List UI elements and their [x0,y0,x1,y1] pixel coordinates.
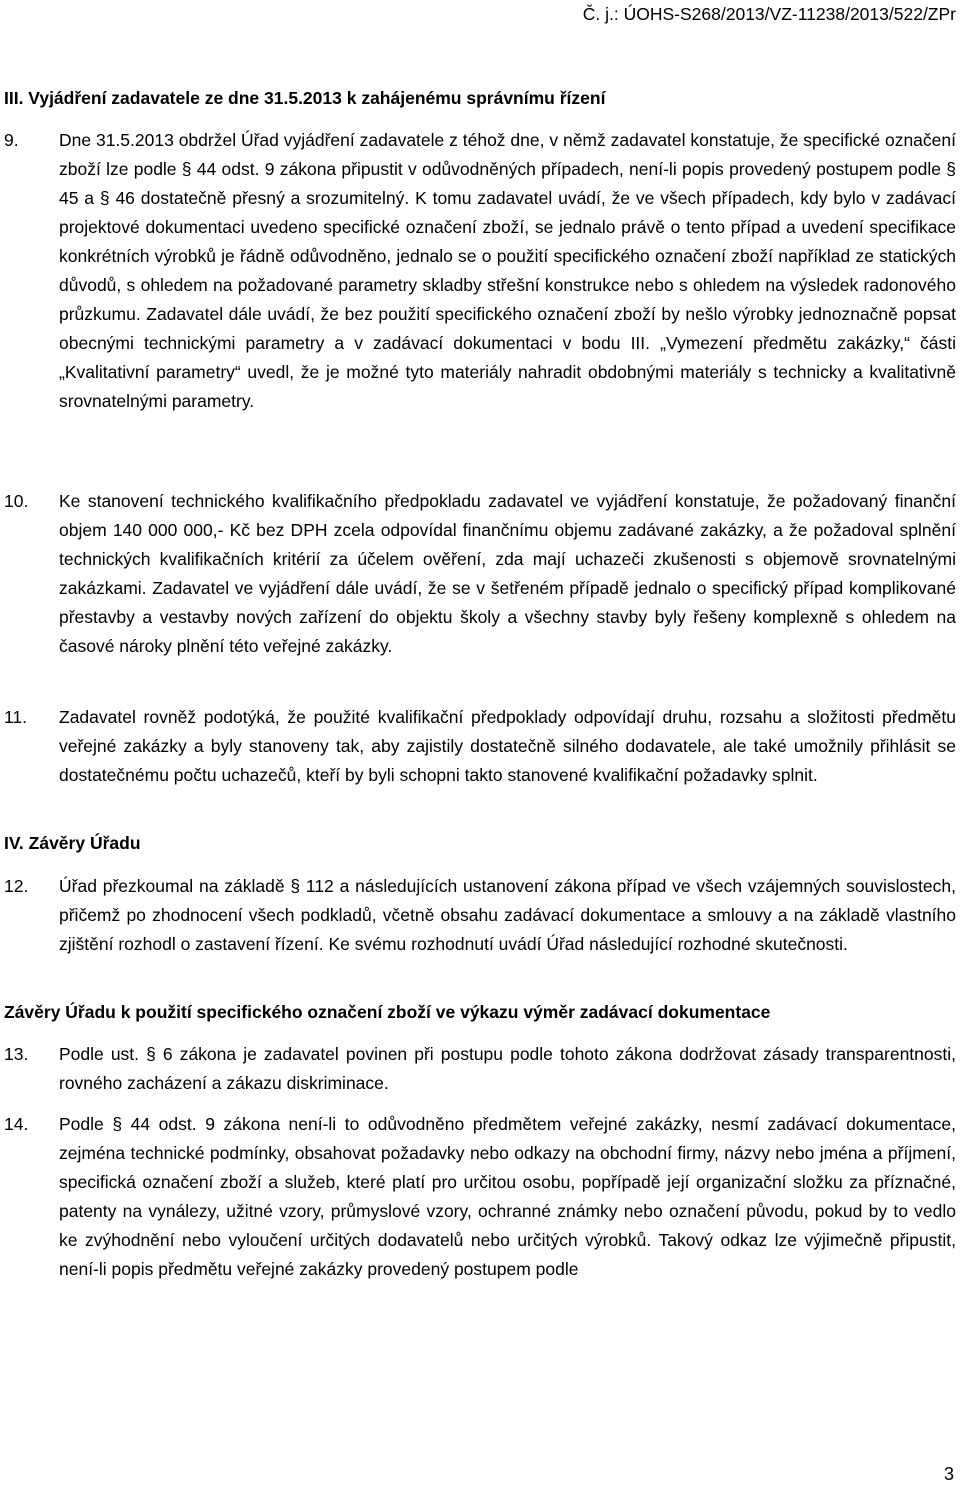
paragraph-number: 10. [4,491,29,511]
paragraph-text: Podle § 44 odst. 9 zákona není-li to odůvodněno předmětem veřejné zakázky, nesmí zadávací dokumentace, zejména technické podmínky, obsahovat požadavky nebo odkazy na obchodní firmy, názvy nebo jména a příjmení, specifická označení zboží a služeb, které platí pro určitou osobu, popřípadě její organizační složku za příznačné, patenty na vynálezy, užitné vzory, průmyslové vzory, ochranné známky nebo označení původu, pokud by to vedlo ke zvýhodnění nebo vyloučení určitých dodavatelů nebo určitých výrobků. Takový odkaz lze výjimečně připustit, není-li popis předmětu veřejné zakázky provedený postupem podle [59,1114,956,1279]
paragraph-text: Zadavatel rovněž podotýká, že použité kvalifikační předpoklady odpovídají druhu, rozsahu a složitosti předmětu veřejné zakázky a byly stanoveny tak, aby zajistily dostatečně silného dodavatele, ale také umožnily přihlásit se dostatečnému počtu uchazečů, kteří by byli schopni takto stanovené kvalifikační požadavky splnit. [59,707,956,785]
paragraph-number: 11. [4,707,28,727]
paragraph-text: Ke stanovení technického kvalifikačního předpokladu zadavatel ve vyjádření konstatuje, že požadovaný finanční objem 140 000 000,- Kč bez DPH zcela odpovídal finančnímu objemu zadávané zakázky, a že požadoval splnění technických kvalifikačních kritérií za účelem ověření, zda mají uchazeči zkušenosti s objemově srovnatelnými zakázkami. Zadavatel ve vyjádření dále uvádí, že se v šetřeném případě jednalo o specifický případ komplikované přestavby a vestavby nových zařízení do objektu školy a všechny stavby byly řešeny komplexně s ohledem na časové nároky plnění této veřejné zakázky. [59,491,956,656]
paragraph-12 [0,872,956,992]
paragraph-10 [0,487,956,693]
paragraph-13 [0,1040,956,1102]
paragraph-number: 12. [4,876,29,896]
paragraph-number: 13. [4,1044,29,1064]
section-heading-iii: III. Vyjádření zadavatele ze dne 31.5.2013 k zahájenému správnímu řízení [4,88,606,108]
paragraph-text: Podle ust. § 6 zákona je zadavatel povinen při postupu podle tohoto zákona dodržovat zásady transparentnosti, rovného zacházení a zákazu diskriminace. [59,1044,956,1093]
section-heading-iv: IV. Závěry Úřadu [4,833,141,853]
paragraph-14 [0,1110,956,1320]
subsection-heading: Závěry Úřadu k použití specifického označení zboží ve výkazu výměr zadávací dokumentace [4,1002,771,1022]
paragraph-9 [0,126,956,476]
paragraph-11 [0,703,956,823]
page-number: 3 [943,1464,954,1484]
paragraph-text: Dne 31.5.2013 obdržel Úřad vyjádření zadavatele z téhož dne, v němž zadavatel konstatuje, že specifické označení zboží lze podle § 44 odst. 9 zákona připustit v odůvodněných případech, není-li popis provedený postupem podle § 45 a § 46 dostatečně přesný a srozumitelný. K tomu zadavatel uvádí, že ve všech případech, kdy bylo v zadávací projektové dokumentaci uvedeno specifické označení zboží, se jednalo právě o tento případ a uvedení specifikace konkrétních výrobků je řádně odůvodněno, jednalo se o použití specifického označení zboží například ze statických důvodů, s ohledem na požadované parametry skladby střešní konstrukce nebo s ohledem na výsledek radonového průzkumu. Zadavatel dále uvádí, že bez použití specifického označení zboží by nešlo výrobky jednoznačně popsat obecnými technickými parametry a v zadávací dokumentaci v bodu III. „Vymezení předmětu zakázky,“ části „Kvalitativní parametry“ uvedl, že je možné tyto materiály nahradit obdobnými materiály s technicky a kvalitativně srovnatelnými parametry. [59,130,956,411]
document-reference-number: Č. j.: ÚOHS-S268/2013/VZ-11238/2013/522/ZPr [582,4,956,24]
paragraph-number: 14. [4,1114,29,1134]
paragraph-number: 9. [4,130,19,150]
paragraph-text: Úřad přezkoumal na základě § 112 a následujících ustanovení zákona případ ve všech vzájemných souvislostech, přičemž po zhodnocení všech podkladů, včetně obsahu zadávací dokumentace a smlouvy a na základě vlastního zjištění rozhodl o zastavení řízení. Ke svému rozhodnutí uvádí Úřad následující rozhodné skutečnosti. [59,876,956,954]
